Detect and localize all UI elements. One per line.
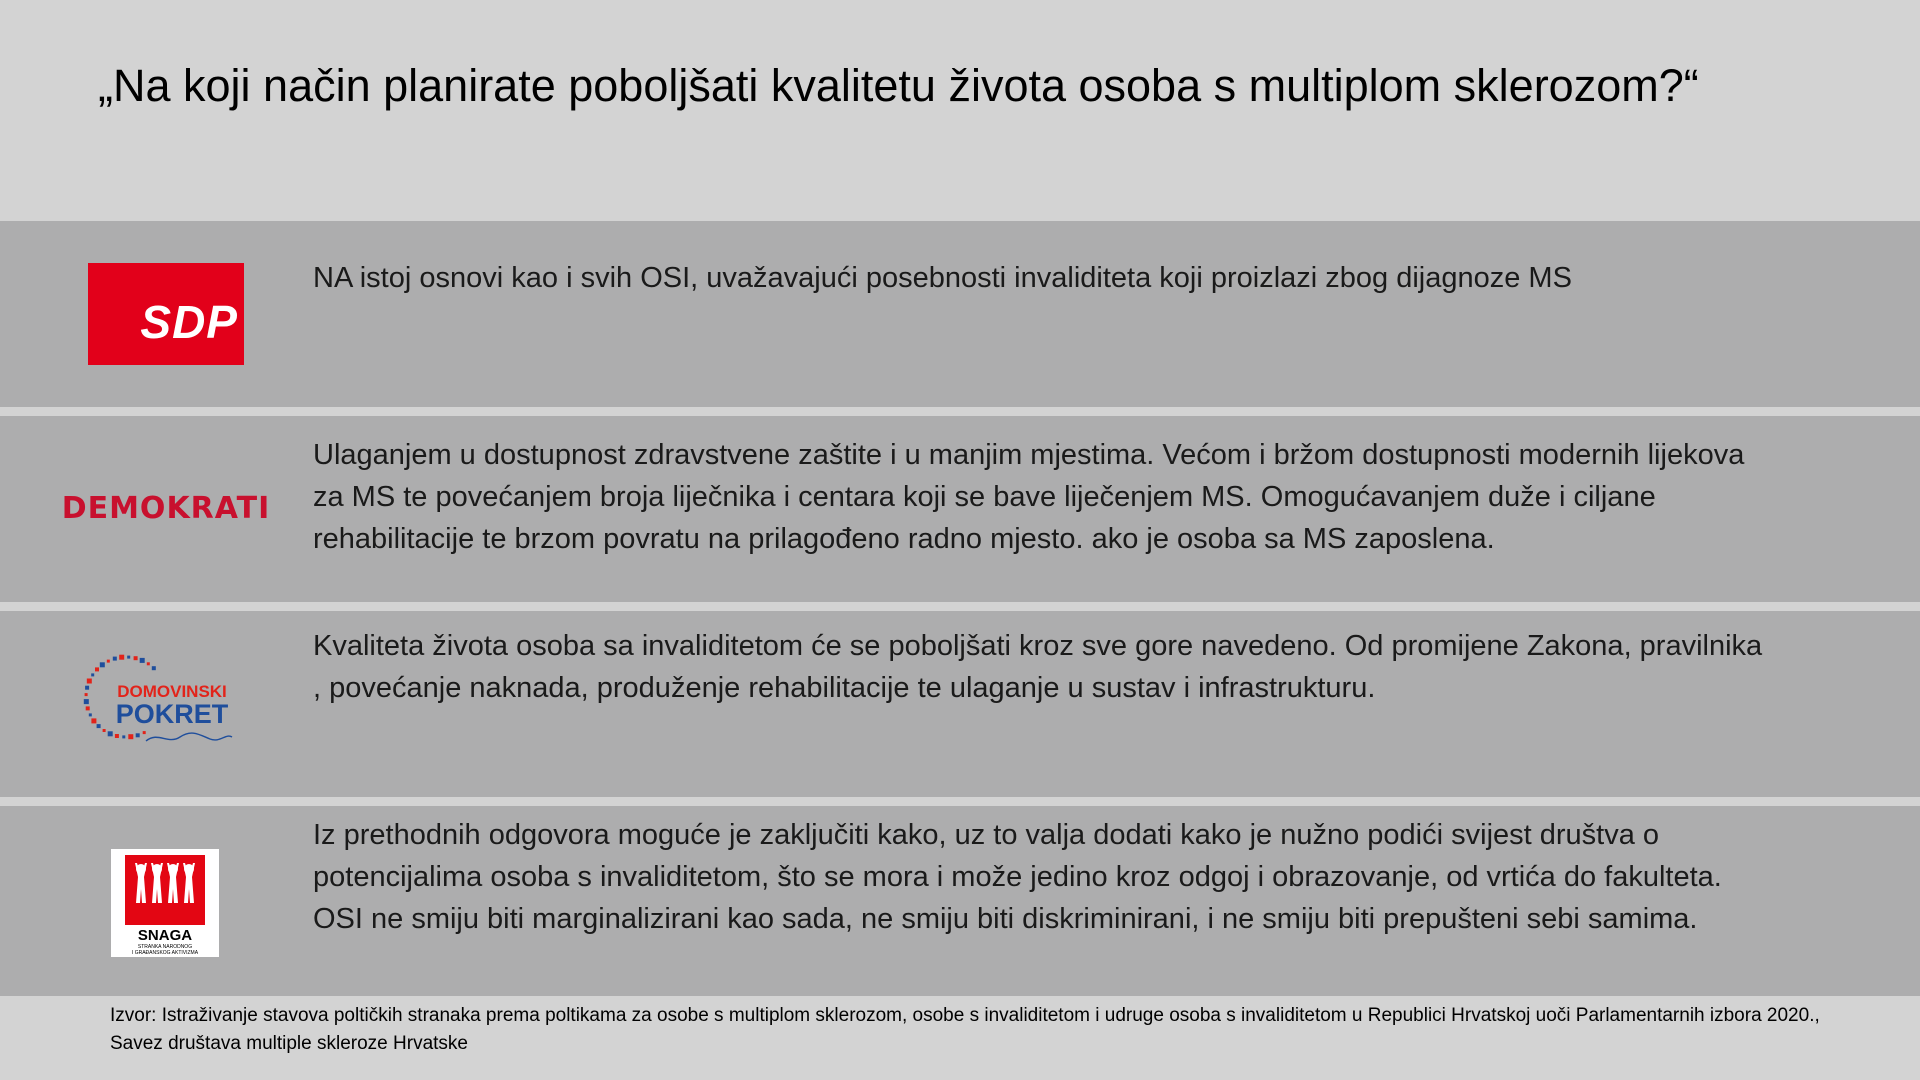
page-title: „Na koji način planirate poboljšati kvalitetu života osoba s multiplom sklerozom?“ (98, 60, 1699, 111)
dp-ring-dot (119, 655, 124, 660)
dp-ring-dot (84, 699, 89, 704)
dp-ring-dot (152, 666, 156, 670)
snaga-logo-subtext-2: I GRAĐANSKOG AKTIVIZMA (131, 950, 199, 956)
dp-ring-dot (91, 673, 94, 676)
dp-logo-text-bottom: POKRET (115, 699, 229, 729)
dp-ring-dot (87, 679, 92, 684)
domovinski-pokret-emblem (76, 645, 248, 755)
dp-ring-dot (143, 731, 146, 734)
dp-ring-dot (85, 686, 89, 690)
answer-text-sdp: NA istoj osnovi kao i svih OSI, uvažavajući posebnosti invaliditeta koji proizlazi zbog dijagnoze MS (313, 262, 1572, 294)
dp-ring-dot (86, 706, 90, 710)
dp-ring-dot (136, 733, 140, 737)
dp-ring-dot (85, 693, 88, 696)
domovinski-pokret-logo (76, 645, 248, 755)
snaga-emblem (111, 849, 219, 957)
dp-ring-dot (127, 656, 130, 659)
snaga-logo (111, 849, 219, 957)
answer-row-demokrati (0, 416, 1920, 602)
snaga-logo-subtext-1: STRANKA NARODNOG (137, 944, 193, 950)
dp-ring-dot (134, 656, 138, 660)
dp-ring-dot (113, 657, 117, 661)
dp-ring-dot (89, 713, 92, 716)
source-footnote: Izvor: Istraživanje stavova poltičkih stranaka prema poltikama za osobe s multiplom sklerozom, osobe s invaliditetom i udruge osoba s invaliditetom u Republici Hrvatskoj uoči Parlamentarnih izbora 2020., Savez društava multiple skleroze Hrvatske (110, 1005, 1820, 1054)
demokrati-logo (61, 480, 271, 536)
answer-text-demokrati: Ulaganjem u dostupnost zdravstvene zaštite i u manjim mjestima. Većom i bržom dostupnosti modernih lijekova za MS te povećanjem broja liječnika i centara koji se bave liječenjem MS. Omogućavanjem duže i ciljane rehabilitacije te brzom povratu na prilagođeno radno mjesto. ako je osoba sa MS zaposlena. (313, 439, 1745, 555)
answer-text-snaga: Iz prethodnih odgovora moguće je zaključiti kako, uz to valja dodati kako je nužno podići svijest društva o potencijalima osoba s invaliditetom, što se mora i može jedino kroz odgoj i obrazovanje, od vrtića do fakulteta. OSI ne smiju biti marginalizirani kao sada, ne smiju biti diskriminirani, i ne smiju biti prepušteni sebi samima. (313, 819, 1722, 935)
dp-ring-dot (107, 660, 110, 663)
dp-ring-dot (128, 734, 133, 739)
answer-text-domovinski-pokret: Kvaliteta života osoba sa invaliditetom će se poboljšati kroz sve gore navedeno. Od promijene Zakona, pravilnika , povećanje naknada, produženje rehabilitacije te ulaganje u sustav i infrastrukturu. (313, 630, 1763, 704)
answer-row-snaga (0, 806, 1920, 996)
dp-ring-dot (140, 658, 145, 663)
sdp-logo (88, 263, 244, 365)
sdp-logo-text: SDP (140, 296, 238, 348)
dp-ring-dot (103, 729, 106, 732)
answer-row-domovinski-pokret (0, 611, 1920, 797)
dp-ring-dot (97, 724, 101, 728)
dp-ring-dot (108, 731, 113, 736)
demokrati-logo-text: DEMOKRATI (61, 490, 271, 526)
answer-row-sdp (0, 221, 1920, 407)
dp-ring-dot (147, 662, 150, 665)
dp-ring-dot (115, 734, 119, 738)
dp-logo-text-top: DOMOVINSKI (117, 682, 227, 701)
dp-ring-dot (91, 718, 96, 723)
dp-ring-dot (100, 662, 105, 667)
dp-ring-dot (95, 667, 99, 671)
dp-signature (146, 733, 232, 741)
dp-ring-dot (122, 735, 125, 738)
snaga-logo-text: SNAGA (137, 927, 193, 944)
